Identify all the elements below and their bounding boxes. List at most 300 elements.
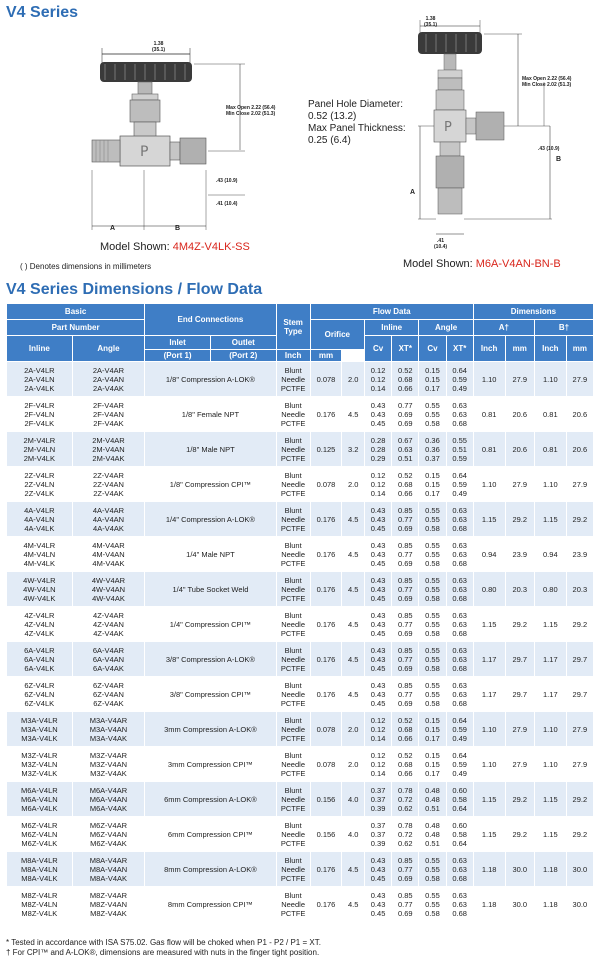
cell-i-cv: 0.12 0.12 0.14	[364, 712, 391, 747]
cell-a-inch: 1.18	[473, 887, 505, 922]
right-model-caption	[403, 258, 561, 270]
cell-a-inch: 0.94	[473, 537, 505, 572]
series-title: V4 Series	[6, 4, 79, 21]
cell-a-xt: 0.64 0.59 0.49	[446, 747, 473, 782]
cell-o-in: 0.176	[310, 502, 342, 537]
cell-a-inch: 1.10	[473, 712, 505, 747]
cell-i-cv: 0.43 0.43 0.45	[364, 572, 391, 607]
th-inline: Inline	[7, 336, 73, 362]
th-a: A†	[473, 320, 534, 336]
cell-a-inch: 1.15	[473, 817, 505, 852]
table-row	[7, 677, 594, 712]
cell-i-cv: 0.43 0.43 0.45	[364, 607, 391, 642]
th-b: B†	[534, 320, 593, 336]
cell-a-mm: 30.0	[505, 852, 534, 887]
right-model-prefix: Model Shown:	[403, 258, 476, 270]
cell-a-inch: 1.10	[473, 467, 505, 502]
cell-angle: 4M-V4AR 4M-V4AN 4M-V4AK	[72, 537, 145, 572]
cell-angle: 4W-V4AR 4W-V4AN 4W-V4AK	[72, 572, 145, 607]
table-row	[7, 887, 594, 922]
th-a-mm: mm	[505, 336, 534, 362]
cell-o-in: 0.176	[310, 642, 342, 677]
cell-angle: 4A-V4AR 4A-V4AN 4A-V4AK	[72, 502, 145, 537]
left-model-prefix: Model Shown:	[100, 241, 173, 253]
cell-b-mm: 27.9	[566, 712, 593, 747]
right-height-dim	[522, 76, 571, 88]
cell-i-xt: 0.78 0.72 0.62	[392, 817, 419, 852]
cell-i-xt: 0.85 0.77 0.69	[392, 502, 419, 537]
cell-conn: 1/4" Tube Socket Weld	[145, 572, 276, 607]
cell-stem: Blunt Needle PCTFE	[276, 467, 310, 502]
cell-inline: 4Z-V4LR 4Z-V4LN 4Z-V4LK	[7, 607, 73, 642]
cell-a-cv: 0.55 0.55 0.58	[419, 677, 446, 712]
table-row	[7, 642, 594, 677]
table-row	[7, 852, 594, 887]
cell-b-inch: 1.17	[534, 677, 566, 712]
panel-note	[308, 99, 406, 147]
cell-o-in: 0.176	[310, 572, 342, 607]
cell-a-cv: 0.15 0.15 0.17	[419, 362, 446, 397]
cell-o-in: 0.078	[310, 747, 342, 782]
right-label-a: A	[410, 189, 416, 196]
cell-angle: M8A-V4AR M8A-V4AN M8A-V4AK	[72, 852, 145, 887]
panel-hole-label: Panel Hole Diameter:	[308, 99, 404, 110]
cell-angle: 2A-V4AR 2A-V4AN 2A-V4AK	[72, 362, 145, 397]
dimensions-title: V4 Series Dimensions / Flow Data	[6, 281, 263, 298]
cell-b-mm: 27.9	[566, 747, 593, 782]
cell-o-mm: 4.5	[342, 502, 365, 537]
cell-conn: 6mm Compression A-LOK®	[145, 782, 276, 817]
cell-stem: Blunt Needle PCTFE	[276, 362, 310, 397]
right-label-b: B	[556, 156, 562, 163]
cell-o-mm: 4.5	[342, 887, 365, 922]
cell-angle: 2Z-V4AR 2Z-V4AN 2Z-V4AK	[72, 467, 145, 502]
cell-a-inch: 0.80	[473, 572, 505, 607]
table-body	[7, 362, 594, 922]
cell-b-mm: 20.6	[566, 397, 593, 432]
cell-stem: Blunt Needle PCTFE	[276, 537, 310, 572]
left-width-dim	[152, 41, 165, 53]
cell-o-mm: 3.2	[342, 432, 365, 467]
inline-valve-drawing	[80, 30, 280, 240]
th-inlet: Inlet	[145, 336, 211, 350]
cell-i-xt: 0.85 0.77 0.69	[392, 852, 419, 887]
th-inline-cv: Cv	[364, 336, 391, 362]
cell-b-mm: 27.9	[566, 467, 593, 502]
cell-stem: Blunt Needle PCTFE	[276, 607, 310, 642]
table-row	[7, 782, 594, 817]
cell-angle: M8Z-V4AR M8Z-V4AN M8Z-V4AK	[72, 887, 145, 922]
cell-a-mm: 27.9	[505, 362, 534, 397]
cell-o-in: 0.176	[310, 887, 342, 922]
right-width-dim	[424, 16, 437, 28]
cell-inline: M3A-V4LR M3A-V4LN M3A-V4LK	[7, 712, 73, 747]
cell-a-mm: 29.2	[505, 782, 534, 817]
cell-inline: 6A-V4LR 6A-V4LN 6A-V4LK	[7, 642, 73, 677]
left-label-a: A	[110, 225, 116, 232]
cell-a-xt: 0.63 0.63 0.68	[446, 502, 473, 537]
th-angle-cv: Cv	[419, 336, 446, 362]
table-row	[7, 537, 594, 572]
cell-o-mm: 4.5	[342, 677, 365, 712]
cell-inline: M8Z-V4LR M8Z-V4LN M8Z-V4LK	[7, 887, 73, 922]
cell-i-xt: 0.52 0.68 0.66	[392, 362, 419, 397]
cell-b-inch: 1.10	[534, 712, 566, 747]
left-dim-41: .41 (10.4)	[216, 201, 238, 207]
cell-a-mm: 20.3	[505, 572, 534, 607]
cell-i-cv: 0.43 0.43 0.45	[364, 677, 391, 712]
cell-o-mm: 4.0	[342, 782, 365, 817]
cell-o-in: 0.156	[310, 782, 342, 817]
cell-b-inch: 1.15	[534, 502, 566, 537]
cell-inline: 2A-V4LR 2A-V4LN 2A-V4LK	[7, 362, 73, 397]
cell-i-cv: 0.43 0.43 0.45	[364, 642, 391, 677]
cell-angle: 6Z-V4AR 6Z-V4AN 6Z-V4AK	[72, 677, 145, 712]
cell-angle: M3Z-V4AR M3Z-V4AN M3Z-V4AK	[72, 747, 145, 782]
cell-conn: 8mm Compression A-LOK®	[145, 852, 276, 887]
cell-conn: 3mm Compression CPI™	[145, 747, 276, 782]
th-flow-data: Flow Data	[310, 304, 473, 320]
right-width-dim-inch: 1.38	[425, 16, 436, 22]
right-min-close: Min Close 2.02 (51.3)	[522, 82, 572, 88]
cell-inline: M6A-V4LR M6A-V4LN M6A-V4LK	[7, 782, 73, 817]
th-part-number: Part Number	[7, 320, 145, 336]
cell-a-cv: 0.55 0.55 0.58	[419, 502, 446, 537]
cell-o-mm: 2.0	[342, 467, 365, 502]
cell-o-mm: 4.5	[342, 572, 365, 607]
cell-angle: M3A-V4AR M3A-V4AN M3A-V4AK	[72, 712, 145, 747]
cell-a-xt: 0.64 0.59 0.49	[446, 362, 473, 397]
cell-a-xt: 0.63 0.63 0.68	[446, 642, 473, 677]
th-angle: Angle	[72, 336, 145, 362]
cell-conn: 1/4" Compression CPI™	[145, 607, 276, 642]
cell-angle: 4Z-V4AR 4Z-V4AN 4Z-V4AK	[72, 607, 145, 642]
th-inline-group: Inline	[364, 320, 418, 336]
cell-b-inch: 0.81	[534, 397, 566, 432]
cell-i-xt: 0.52 0.68 0.66	[392, 467, 419, 502]
cell-a-xt: 0.63 0.63 0.68	[446, 852, 473, 887]
left-dim-43: .43 (10.9)	[216, 178, 238, 184]
table-row	[7, 362, 594, 397]
table-row	[7, 607, 594, 642]
cell-a-inch: 1.17	[473, 677, 505, 712]
left-width-dim-inch: 1.38	[153, 41, 164, 47]
cell-inline: M3Z-V4LR M3Z-V4LN M3Z-V4LK	[7, 747, 73, 782]
th-a-inch: Inch	[473, 336, 505, 362]
cell-b-mm: 29.7	[566, 677, 593, 712]
cell-angle: M6A-V4AR M6A-V4AN M6A-V4AK	[72, 782, 145, 817]
right-model-number: M6A-V4AN-BN-B	[475, 258, 561, 270]
cell-o-in: 0.156	[310, 817, 342, 852]
cell-conn: 1/8" Female NPT	[145, 397, 276, 432]
right-dim-41-inch: .41	[437, 238, 444, 244]
table-row	[7, 712, 594, 747]
cell-a-xt: 0.55 0.51 0.59	[446, 432, 473, 467]
cell-a-mm: 20.6	[505, 432, 534, 467]
cell-a-xt: 0.60 0.58 0.64	[446, 782, 473, 817]
cell-stem: Blunt Needle PCTFE	[276, 502, 310, 537]
panel-hole-value: 0.52 (13.2)	[308, 111, 357, 122]
cell-stem: Blunt Needle PCTFE	[276, 432, 310, 467]
cell-angle: 2F-V4AR 2F-V4AN 2F-V4AK	[72, 397, 145, 432]
cell-conn: 1/4" Male NPT	[145, 537, 276, 572]
th-basic: Basic	[7, 304, 145, 320]
cell-i-xt: 0.52 0.68 0.66	[392, 747, 419, 782]
cell-a-mm: 20.6	[505, 397, 534, 432]
cell-o-in: 0.078	[310, 362, 342, 397]
cell-a-cv: 0.36 0.36 0.37	[419, 432, 446, 467]
svg-text:P: P	[140, 144, 149, 160]
cell-i-cv: 0.43 0.43 0.45	[364, 537, 391, 572]
cell-conn: 6mm Compression CPI™	[145, 817, 276, 852]
cell-a-cv: 0.55 0.55 0.58	[419, 887, 446, 922]
cell-a-xt: 0.63 0.63 0.68	[446, 397, 473, 432]
cell-o-mm: 4.5	[342, 852, 365, 887]
th-b-inch: Inch	[534, 336, 566, 362]
cell-b-inch: 1.10	[534, 747, 566, 782]
th-stem-2: Type	[284, 326, 303, 336]
th-dimensions: Dimensions	[473, 304, 593, 320]
cell-i-cv: 0.37 0.37 0.39	[364, 817, 391, 852]
cell-a-mm: 29.7	[505, 677, 534, 712]
cell-o-mm: 4.5	[342, 642, 365, 677]
cell-a-cv: 0.55 0.55 0.58	[419, 397, 446, 432]
left-model-number: 4M4Z-V4LK-SS	[172, 241, 250, 253]
right-max-open: Max Open 2.22 (56.4)	[522, 76, 572, 82]
cell-inline: 2M-V4LR 2M-V4LN 2M-V4LK	[7, 432, 73, 467]
cell-o-in: 0.176	[310, 852, 342, 887]
cell-a-xt: 0.63 0.63 0.68	[446, 537, 473, 572]
left-min-close: Min Close 2.02 (51.3)	[226, 111, 276, 117]
cell-inline: 4A-V4LR 4A-V4LN 4A-V4LK	[7, 502, 73, 537]
cell-o-in: 0.176	[310, 537, 342, 572]
th-port1: (Port 1)	[145, 350, 211, 362]
cell-o-in: 0.078	[310, 712, 342, 747]
table-row	[7, 747, 594, 782]
cell-a-inch: 1.15	[473, 782, 505, 817]
cell-conn: 8mm Compression CPI™	[145, 887, 276, 922]
cell-a-cv: 0.48 0.48 0.51	[419, 817, 446, 852]
cell-b-inch: 0.94	[534, 537, 566, 572]
cell-b-mm: 29.2	[566, 502, 593, 537]
cell-stem: Blunt Needle PCTFE	[276, 712, 310, 747]
cell-conn: 3/8" Compression CPI™	[145, 677, 276, 712]
panel-thickness-value: 0.25 (6.4)	[308, 135, 351, 146]
cell-o-mm: 4.5	[342, 397, 365, 432]
cell-stem: Blunt Needle PCTFE	[276, 817, 310, 852]
cell-b-mm: 27.9	[566, 362, 593, 397]
cell-a-mm: 29.2	[505, 607, 534, 642]
mm-note: ( ) Denotes dimensions in millimeters	[20, 262, 152, 271]
th-angle-group: Angle	[419, 320, 473, 336]
cell-a-xt: 0.63 0.63 0.68	[446, 887, 473, 922]
cell-i-xt: 0.85 0.77 0.69	[392, 537, 419, 572]
right-dim-41-mm: (10.4)	[434, 244, 448, 250]
cell-b-inch: 1.15	[534, 817, 566, 852]
cell-stem: Blunt Needle PCTFE	[276, 782, 310, 817]
table-row	[7, 397, 594, 432]
cell-b-inch: 1.15	[534, 782, 566, 817]
cell-i-xt: 0.85 0.77 0.69	[392, 642, 419, 677]
cell-i-cv: 0.43 0.43 0.45	[364, 502, 391, 537]
cell-i-cv: 0.28 0.28 0.29	[364, 432, 391, 467]
cell-stem: Blunt Needle PCTFE	[276, 747, 310, 782]
cell-a-inch: 1.15	[473, 607, 505, 642]
cell-o-mm: 4.0	[342, 817, 365, 852]
cell-inline: 6Z-V4LR 6Z-V4LN 6Z-V4LK	[7, 677, 73, 712]
cell-conn: 1/4" Compression A-LOK®	[145, 502, 276, 537]
cell-inline: M8A-V4LR M8A-V4LN M8A-V4LK	[7, 852, 73, 887]
cell-o-mm: 2.0	[342, 747, 365, 782]
cell-angle: 6A-V4AR 6A-V4AN 6A-V4AK	[72, 642, 145, 677]
left-height-dim	[226, 105, 275, 117]
cell-b-mm: 30.0	[566, 887, 593, 922]
cell-conn: 1/8" Compression CPI™	[145, 467, 276, 502]
cell-b-mm: 29.2	[566, 817, 593, 852]
cell-a-mm: 29.7	[505, 642, 534, 677]
cell-b-inch: 0.80	[534, 572, 566, 607]
cell-a-cv: 0.48 0.48 0.51	[419, 782, 446, 817]
cell-inline: 2Z-V4LR 2Z-V4LN 2Z-V4LK	[7, 467, 73, 502]
cell-i-cv: 0.43 0.43 0.45	[364, 852, 391, 887]
cell-i-xt: 0.85 0.77 0.69	[392, 677, 419, 712]
cell-i-cv: 0.12 0.12 0.14	[364, 362, 391, 397]
cell-a-xt: 0.60 0.58 0.64	[446, 817, 473, 852]
cell-o-in: 0.176	[310, 397, 342, 432]
cell-b-mm: 30.0	[566, 852, 593, 887]
cell-a-inch: 1.10	[473, 362, 505, 397]
cell-a-mm: 23.9	[505, 537, 534, 572]
cell-o-mm: 2.0	[342, 712, 365, 747]
cell-b-mm: 23.9	[566, 537, 593, 572]
left-width-dim-mm: (35.1)	[152, 47, 166, 53]
cell-conn: 3/8" Compression A-LOK®	[145, 642, 276, 677]
th-orifice-inch: Inch	[276, 350, 310, 362]
right-dim-41	[434, 238, 447, 250]
cell-stem: Blunt Needle PCTFE	[276, 887, 310, 922]
cell-b-inch: 1.18	[534, 887, 566, 922]
cell-o-mm: 4.5	[342, 537, 365, 572]
cell-b-inch: 1.10	[534, 467, 566, 502]
table-row	[7, 572, 594, 607]
cell-a-inch: 1.18	[473, 852, 505, 887]
cell-a-cv: 0.15 0.15 0.17	[419, 747, 446, 782]
cell-a-inch: 0.81	[473, 432, 505, 467]
cell-conn: 1/8" Male NPT	[145, 432, 276, 467]
cell-b-inch: 0.81	[534, 432, 566, 467]
cell-i-xt: 0.85 0.77 0.69	[392, 887, 419, 922]
cell-o-mm: 4.5	[342, 607, 365, 642]
th-outlet: Outlet	[210, 336, 276, 350]
cell-i-xt: 0.67 0.63 0.51	[392, 432, 419, 467]
cell-a-xt: 0.63 0.63 0.68	[446, 677, 473, 712]
cell-inline: 4M-V4LR 4M-V4LN 4M-V4LK	[7, 537, 73, 572]
angle-valve-drawing	[400, 14, 580, 254]
cell-stem: Blunt Needle PCTFE	[276, 852, 310, 887]
cell-a-cv: 0.55 0.55 0.58	[419, 642, 446, 677]
cell-o-in: 0.078	[310, 467, 342, 502]
cell-a-mm: 29.2	[505, 817, 534, 852]
th-orifice: Orifice	[310, 320, 364, 350]
cell-o-in: 0.176	[310, 607, 342, 642]
cell-b-mm: 29.7	[566, 642, 593, 677]
cell-a-cv: 0.15 0.15 0.17	[419, 467, 446, 502]
cell-a-xt: 0.63 0.63 0.68	[446, 607, 473, 642]
cell-stem: Blunt Needle PCTFE	[276, 642, 310, 677]
cell-a-cv: 0.55 0.55 0.58	[419, 537, 446, 572]
cell-stem: Blunt Needle PCTFE	[276, 397, 310, 432]
cell-b-inch: 1.17	[534, 642, 566, 677]
cell-a-cv: 0.15 0.15 0.17	[419, 712, 446, 747]
cell-stem: Blunt Needle PCTFE	[276, 572, 310, 607]
cell-stem: Blunt Needle PCTFE	[276, 677, 310, 712]
left-model-caption	[100, 241, 250, 253]
cell-a-mm: 30.0	[505, 887, 534, 922]
table-row	[7, 467, 594, 502]
cell-a-mm: 29.2	[505, 502, 534, 537]
cell-i-xt: 0.85 0.77 0.69	[392, 607, 419, 642]
cell-o-in: 0.176	[310, 677, 342, 712]
cell-o-in: 0.125	[310, 432, 342, 467]
svg-text:P: P	[444, 120, 452, 135]
cell-o-mm: 2.0	[342, 362, 365, 397]
cell-a-mm: 27.9	[505, 747, 534, 782]
th-inline-xt: XT*	[392, 336, 419, 362]
cell-inline: 4W-V4LR 4W-V4LN 4W-V4LK	[7, 572, 73, 607]
th-stem	[276, 304, 310, 350]
table-row	[7, 502, 594, 537]
footnote-2: † For CPI™ and A-LOK®, dimensions are measured with nuts in the finger tight position.	[6, 948, 320, 957]
cell-a-xt: 0.63 0.63 0.68	[446, 572, 473, 607]
cell-a-inch: 0.81	[473, 397, 505, 432]
cell-a-mm: 27.9	[505, 467, 534, 502]
th-b-mm: mm	[566, 336, 593, 362]
cell-inline: 2F-V4LR 2F-V4LN 2F-V4LK	[7, 397, 73, 432]
cell-b-mm: 29.2	[566, 782, 593, 817]
th-end-connections: End Connections	[145, 304, 276, 336]
cell-b-inch: 1.18	[534, 852, 566, 887]
right-width-dim-mm: (35.1)	[424, 22, 438, 28]
dimensions-flow-table	[6, 303, 594, 922]
cell-a-mm: 27.9	[505, 712, 534, 747]
cell-a-xt: 0.64 0.59 0.49	[446, 712, 473, 747]
cell-i-xt: 0.77 0.69 0.69	[392, 397, 419, 432]
cell-conn: 1/8" Compression A-LOK®	[145, 362, 276, 397]
cell-i-cv: 0.37 0.37 0.39	[364, 782, 391, 817]
left-max-open: Max Open 2.22 (56.4)	[226, 105, 276, 111]
cell-a-inch: 1.15	[473, 502, 505, 537]
th-stem-1: Stem	[283, 317, 303, 327]
cell-i-cv: 0.43 0.43 0.45	[364, 397, 391, 432]
cell-inline: M6Z-V4LR M6Z-V4LN M6Z-V4LK	[7, 817, 73, 852]
panel-thickness-label: Max Panel Thickness:	[308, 123, 406, 134]
cell-i-cv: 0.43 0.43 0.45	[364, 887, 391, 922]
cell-b-inch: 1.15	[534, 607, 566, 642]
cell-a-cv: 0.55 0.55 0.58	[419, 852, 446, 887]
cell-angle: 2M-V4AR 2M-V4AN 2M-V4AK	[72, 432, 145, 467]
right-dim-43: .43 (10.9)	[538, 146, 560, 152]
th-port2: (Port 2)	[210, 350, 276, 362]
cell-a-inch: 1.17	[473, 642, 505, 677]
footnote-1: * Tested in accordance with ISA S75.02. Gas flow will be choked when P1 - P2 / P1 = XT.	[6, 938, 321, 947]
cell-b-mm: 29.2	[566, 607, 593, 642]
cell-conn: 3mm Compression A-LOK®	[145, 712, 276, 747]
th-orifice-mm: mm	[310, 350, 342, 362]
cell-b-inch: 1.10	[534, 362, 566, 397]
cell-angle: M6Z-V4AR M6Z-V4AN M6Z-V4AK	[72, 817, 145, 852]
cell-i-cv: 0.12 0.12 0.14	[364, 467, 391, 502]
th-angle-xt: XT*	[446, 336, 473, 362]
